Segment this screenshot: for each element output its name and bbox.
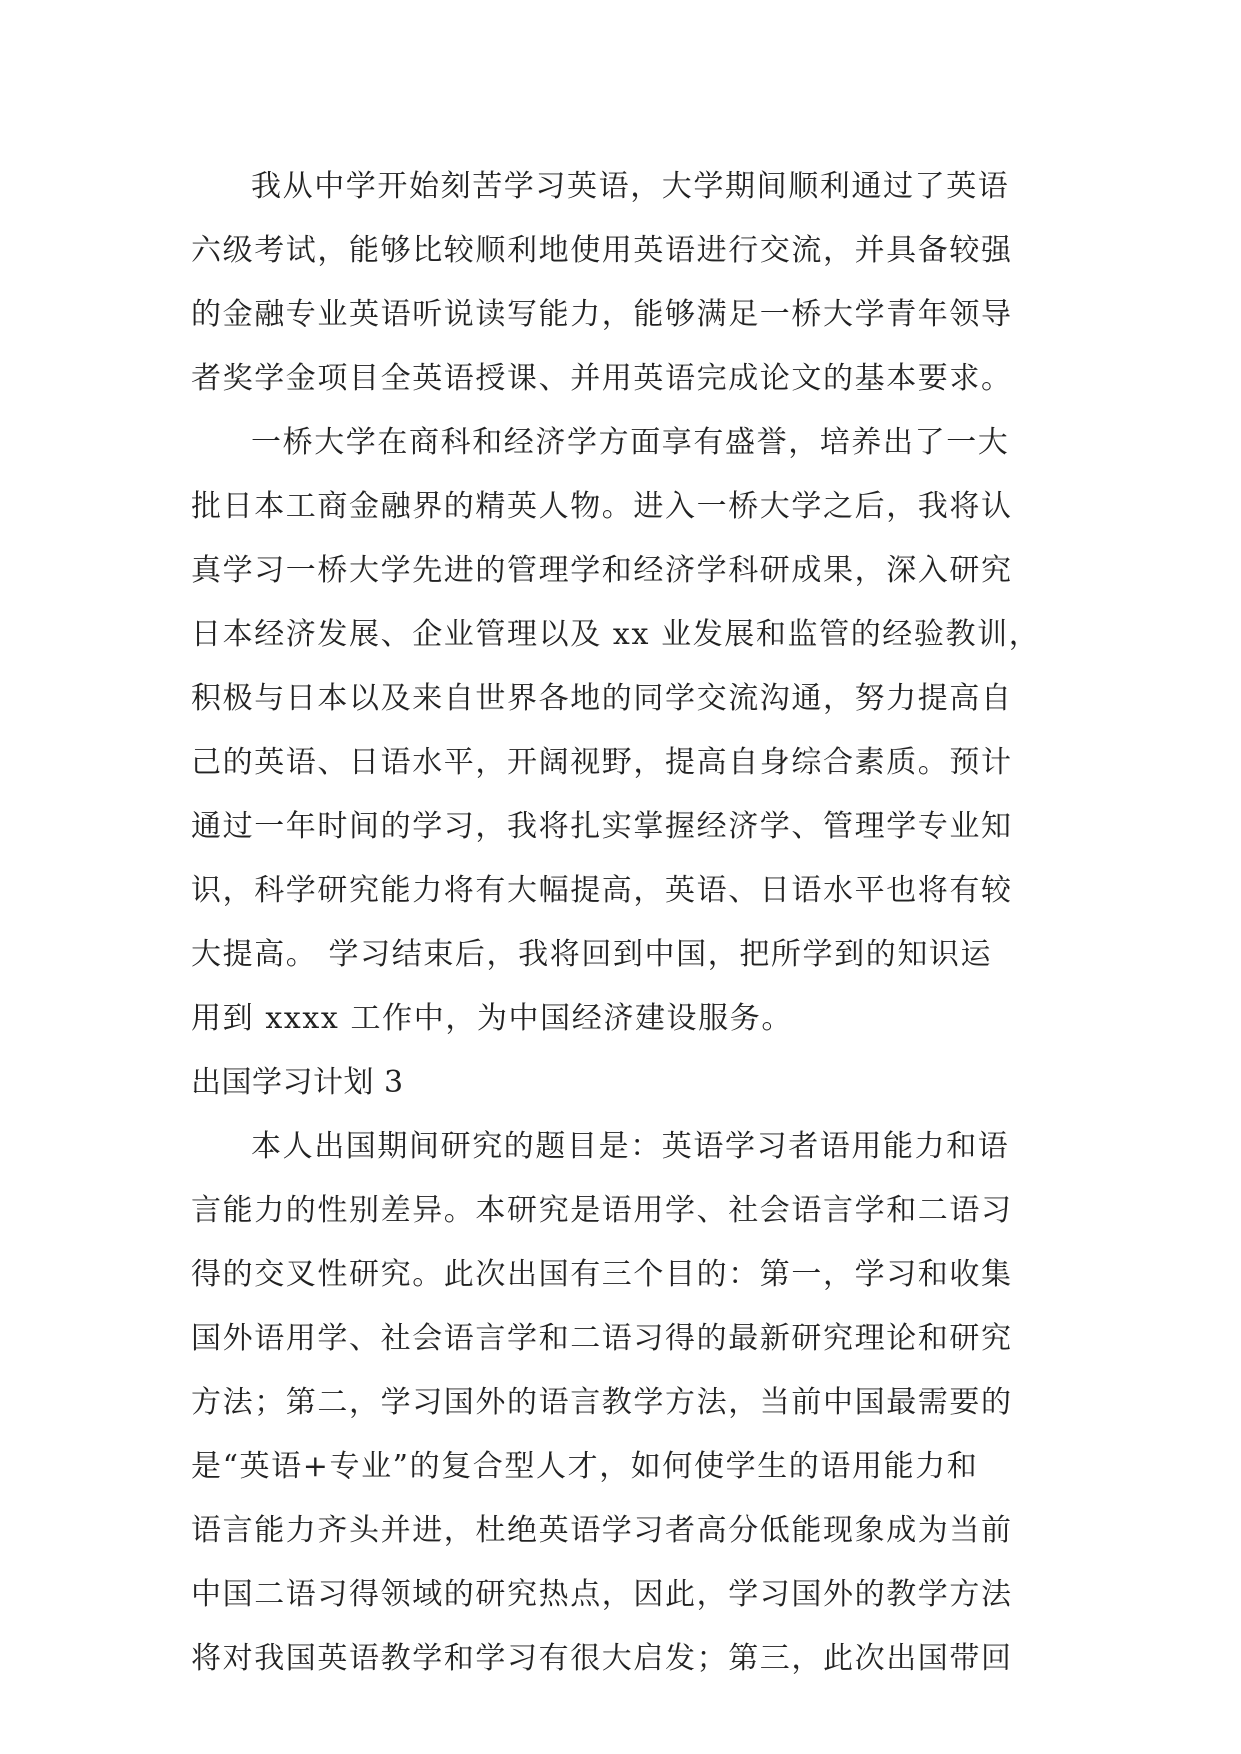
paragraph-line: 是“英语+专业”的复合型人才，如何使学生的语用能力和 [191,1449,979,1484]
paragraph-3 [191,1115,1057,1691]
paragraph-1 [191,155,1057,411]
paragraph-line: 得的交叉性研究。此次出国有三个目的：第一，学习和收集 [191,1257,1013,1292]
paragraph-line: 者奖学金项目全英语授课、并用英语完成论文的基本要求。 [191,361,1013,396]
paragraph-2 [191,411,1057,1051]
paragraph-line: 国外语用学、社会语言学和二语习得的最新研究理论和研究 [191,1321,1013,1356]
paragraph-line: 中国二语习得领域的研究热点，因此，学习国外的教学方法 [191,1577,1013,1612]
paragraph-line: 方法；第二，学习国外的语言教学方法，当前中国最需要的 [191,1385,1013,1420]
section-heading: 出国学习计划 3 [191,1065,404,1100]
paragraph-line: 六级考试，能够比较顺利地使用英语进行交流，并具备较强 [191,233,1013,268]
paragraph-line: 一桥大学在商科和经济学方面享有盛誉，培养出了一大 [251,425,1010,460]
paragraph-line: 我从中学开始刻苦学习英语，大学期间顺利通过了英语 [251,169,1010,204]
paragraph-line: 本人出国期间研究的题目是：英语学习者语用能力和语 [251,1129,1010,1164]
paragraph-line: 真学习一桥大学先进的管理学和经济学科研成果，深入研究 [191,553,1013,588]
paragraph-line: 将对我国英语教学和学习有很大启发；第三，此次出国带回 [191,1641,1013,1676]
paragraph-line: 通过一年时间的学习，我将扎实掌握经济学、管理学专业知 [191,809,1013,844]
paragraph-line: 大提高。 学习结束后，我将回到中国，把所学到的知识运 [191,937,993,972]
paragraph-line: 批日本工商金融界的精英人物。进入一桥大学之后，我将认 [191,489,1013,524]
paragraph-line: 用到 xxxx 工作中，为中国经济建设服务。 [191,1001,793,1036]
paragraph-line: 日本经济发展、企业管理以及 xx 业发展和监管的经验教训， [191,617,1041,652]
document-body [191,155,1057,1691]
paragraph-line: 言能力的性别差异。本研究是语用学、社会语言学和二语习 [191,1193,1013,1228]
paragraph-line: 语言能力齐头并进，杜绝英语学习者高分低能现象成为当前 [191,1513,1013,1548]
paragraph-line: 的金融专业英语听说读写能力，能够满足一桥大学青年领导 [191,297,1013,332]
paragraph-line: 识，科学研究能力将有大幅提高，英语、日语水平也将有较 [191,873,1013,908]
paragraph-line: 积极与日本以及来自世界各地的同学交流沟通，努力提高自 [191,681,1013,716]
paragraph-line: 己的英语、日语水平，开阔视野，提高自身综合素质。预计 [191,745,1013,780]
